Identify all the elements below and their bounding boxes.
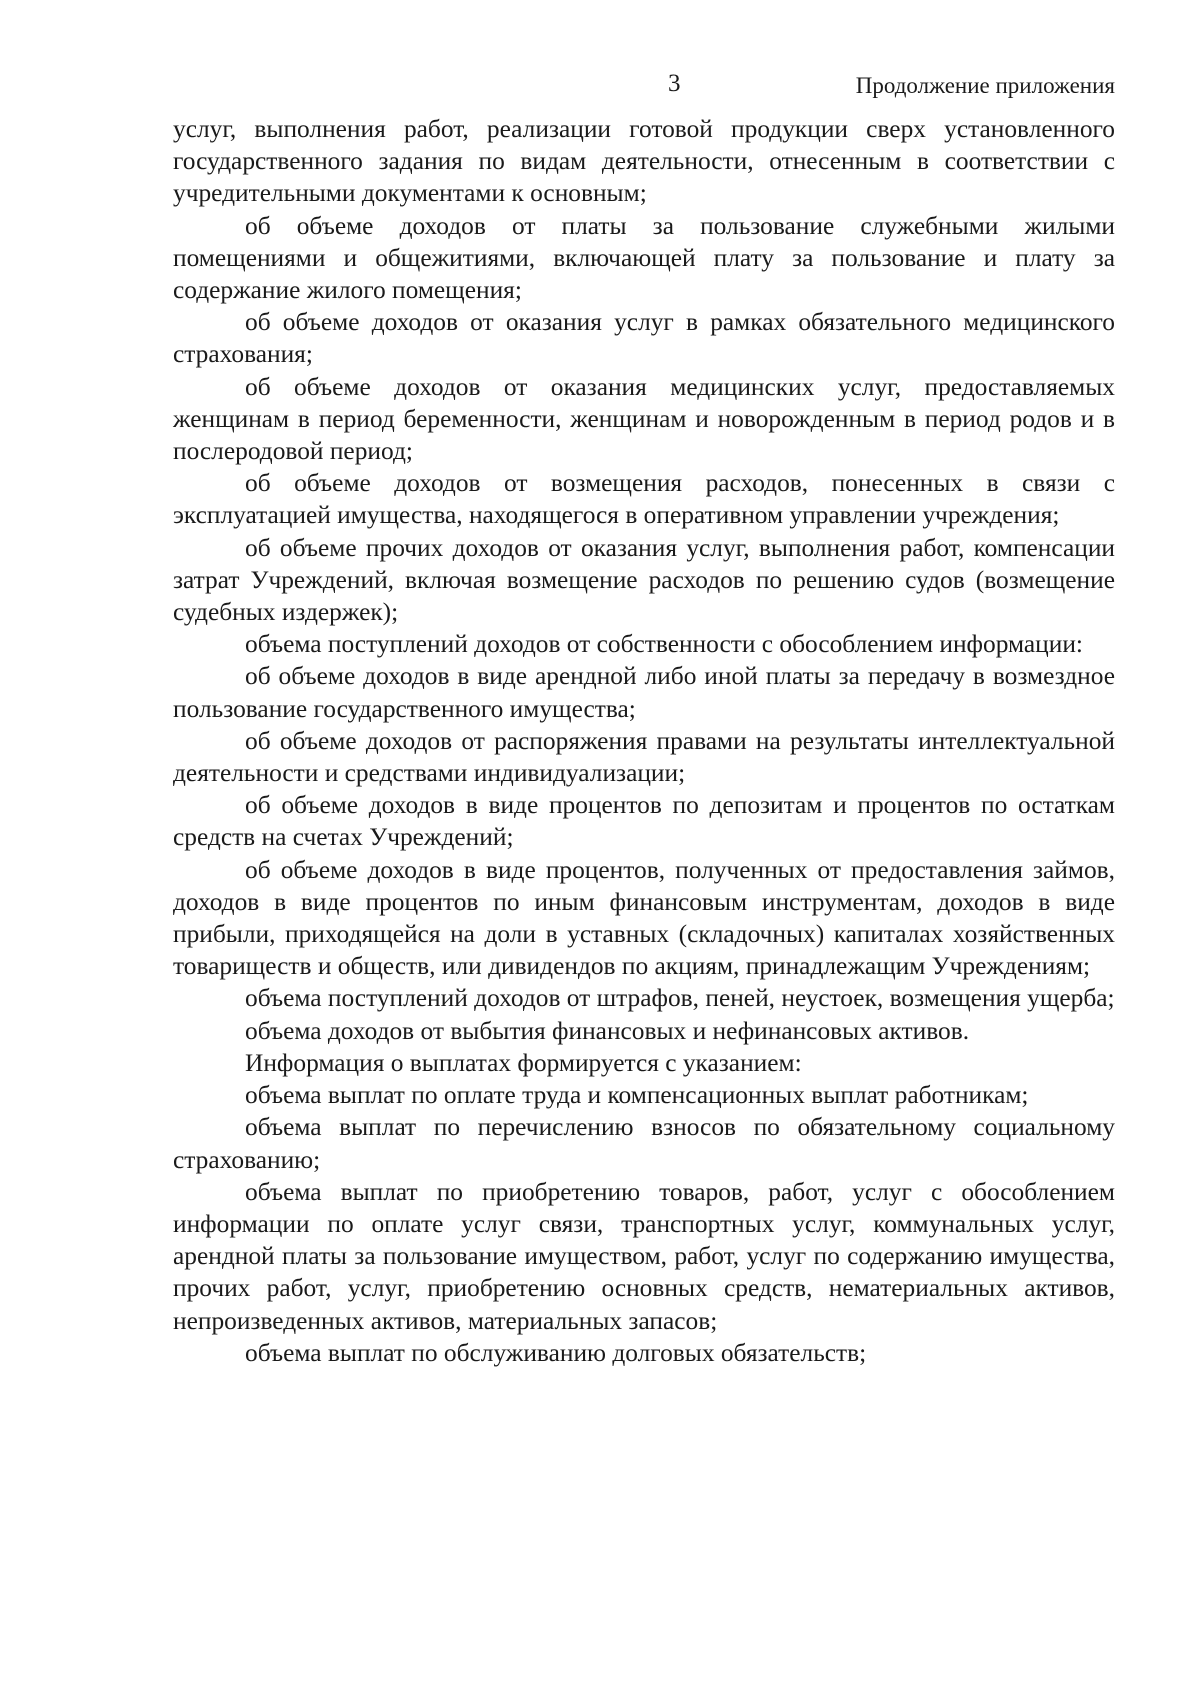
paragraph: объема доходов от выбытия финансовых и нефинансовых активов. [245, 1016, 970, 1045]
paragraph: объема поступлений доходов от собственности с обособлением информации: [245, 630, 1083, 659]
paragraph: об объеме прочих доходов от оказания услуг, выполнения работ, компенсации затрат Учреждений, включая возмещение расходов по решению судов (возмещение судебных издержек); [173, 533, 1115, 627]
running-head: Продолжение приложения [855, 73, 1115, 98]
paragraph: об объеме доходов от платы за пользование служебными жилыми помещениями и общежитиями, включающей плату за пользование и плату за содержание жилого помещения; [173, 211, 1115, 305]
page-number: 3 [668, 70, 681, 97]
paragraph: объема поступлений доходов от штрафов, пеней, неустоек, возмещения ущерба; [245, 984, 1115, 1013]
paragraph: об объеме доходов от возмещения расходов, понесенных в связи с эксплуатацией имущества, находящегося в оперативном управлении учреждения; [173, 469, 1115, 530]
document-body [173, 113, 1115, 1369]
paragraph: об объеме доходов от оказания медицинских услуг, предоставляемых женщинам в период беременности, женщинам и новорожденным в период родов и в послеродовой период; [173, 372, 1115, 466]
paragraph: об объеме доходов в виде процентов, полученных от предоставления займов, доходов в виде процентов по иным финансовым инструментам, доходов в виде прибыли, приходящейся на доли в уставных (складочных) капиталах хозяйственных товариществ и обществ, или дивидендов по акциям, принадлежащим Учреждениям; [173, 855, 1115, 981]
paragraph: об объеме доходов от оказания услуг в рамках обязательного медицинского страхования; [173, 308, 1115, 369]
paragraph: услуг, выполнения работ, реализации готовой продукции сверх установленного государственного задания по видам деятельности, отнесенным в соответствии с учредительными документами к основным; [173, 115, 1115, 208]
paragraph: объема выплат по приобретению товаров, работ, услуг с обособлением информации по оплате услуг связи, транспортных услуг, коммунальных услуг, арендной платы за пользование имуществом, работ, услуг по содержанию имущества, прочих работ, услуг, приобретению основных средств, нематериальных активов, непроизведенных активов, материальных запасов; [173, 1177, 1115, 1335]
paragraph: объема выплат по оплате труда и компенсационных выплат работникам; [245, 1081, 1029, 1110]
paragraph: об объеме доходов в виде арендной либо иной платы за передачу в возмездное пользование государственного имущества; [173, 662, 1115, 723]
paragraph: Информация о выплатах формируется с указанием: [245, 1048, 802, 1077]
paragraph: объема выплат по перечислению взносов по обязательному социальному страхованию; [173, 1113, 1115, 1174]
paragraph: об объеме доходов от распоряжения правами на результаты интеллектуальной деятельности и средствами индивидуализации; [173, 726, 1115, 788]
paragraph: об объеме доходов в виде процентов по депозитам и процентов по остаткам средств на счетах Учреждений; [173, 791, 1115, 852]
paragraph: объема выплат по обслуживанию долговых обязательств; [245, 1338, 867, 1367]
